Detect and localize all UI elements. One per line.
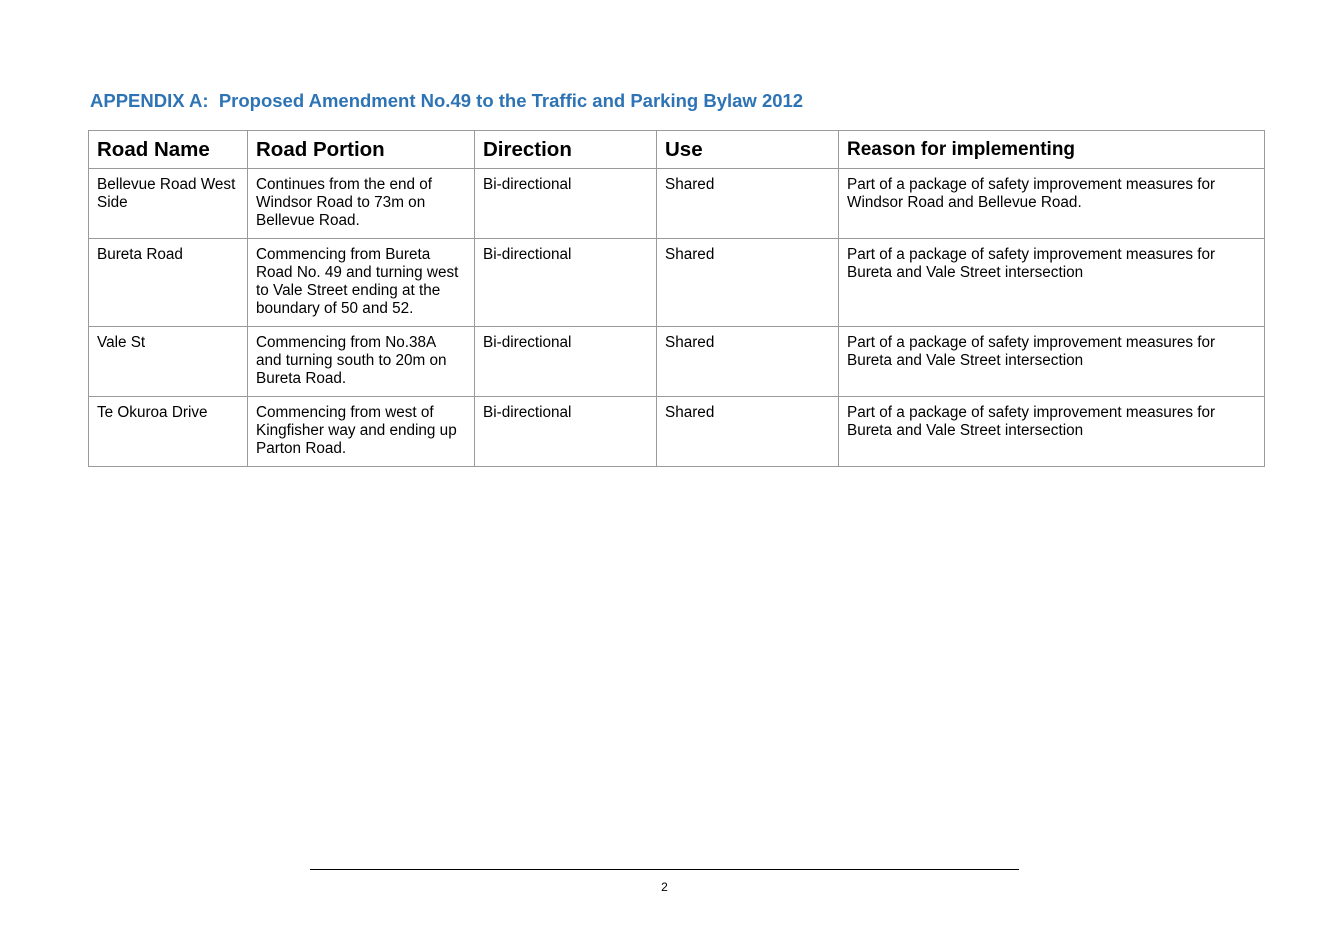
cell-road-name: Te Okuroa Drive — [89, 397, 248, 467]
cell-road-portion: Commencing from No.38A and turning south to 20m on Bureta Road. — [248, 327, 475, 397]
cell-reason: Part of a package of safety improvement measures for Windsor Road and Bellevue Road. — [839, 169, 1265, 239]
footer-divider — [310, 869, 1019, 870]
cell-road-name: Bellevue Road West Side — [89, 169, 248, 239]
page-number: 2 — [661, 880, 668, 894]
cell-road-portion: Commencing from Bureta Road No. 49 and turning west to Vale Street ending at the boundary of 50 and 52. — [248, 239, 475, 327]
cell-reason: Part of a package of safety improvement measures for Bureta and Vale Street intersection — [839, 239, 1265, 327]
appendix-heading: APPENDIX A: Proposed Amendment No.49 to the Traffic and Parking Bylaw 2012 — [90, 90, 804, 111]
cell-road-portion: Continues from the end of Windsor Road to 73m on Bellevue Road. — [248, 169, 475, 239]
cell-reason: Part of a package of safety improvement measures for Bureta and Vale Street intersection — [839, 327, 1265, 397]
cell-road-name: Vale St — [89, 327, 248, 397]
table-row — [89, 327, 1265, 397]
amendment-table — [88, 130, 1265, 467]
cell-direction: Bi-directional — [475, 169, 657, 239]
cell-use: Shared — [657, 169, 839, 239]
cell-direction: Bi-directional — [475, 397, 657, 467]
header-use: Use — [657, 131, 839, 169]
cell-reason: Part of a package of safety improvement measures for Bureta and Vale Street intersection — [839, 397, 1265, 467]
table-row — [89, 239, 1265, 327]
header-road-name: Road Name — [89, 131, 248, 169]
header-direction: Direction — [475, 131, 657, 169]
table-header-row — [89, 131, 1265, 169]
cell-road-name: Bureta Road — [89, 239, 248, 327]
cell-direction: Bi-directional — [475, 327, 657, 397]
cell-direction: Bi-directional — [475, 239, 657, 327]
cell-use: Shared — [657, 239, 839, 327]
cell-road-portion: Commencing from west of Kingfisher way and ending up Parton Road. — [248, 397, 475, 467]
cell-use: Shared — [657, 397, 839, 467]
table-row — [89, 169, 1265, 239]
header-reason: Reason for implementing — [839, 131, 1265, 169]
header-road-portion: Road Portion — [248, 131, 475, 169]
table-row — [89, 397, 1265, 467]
cell-use: Shared — [657, 327, 839, 397]
